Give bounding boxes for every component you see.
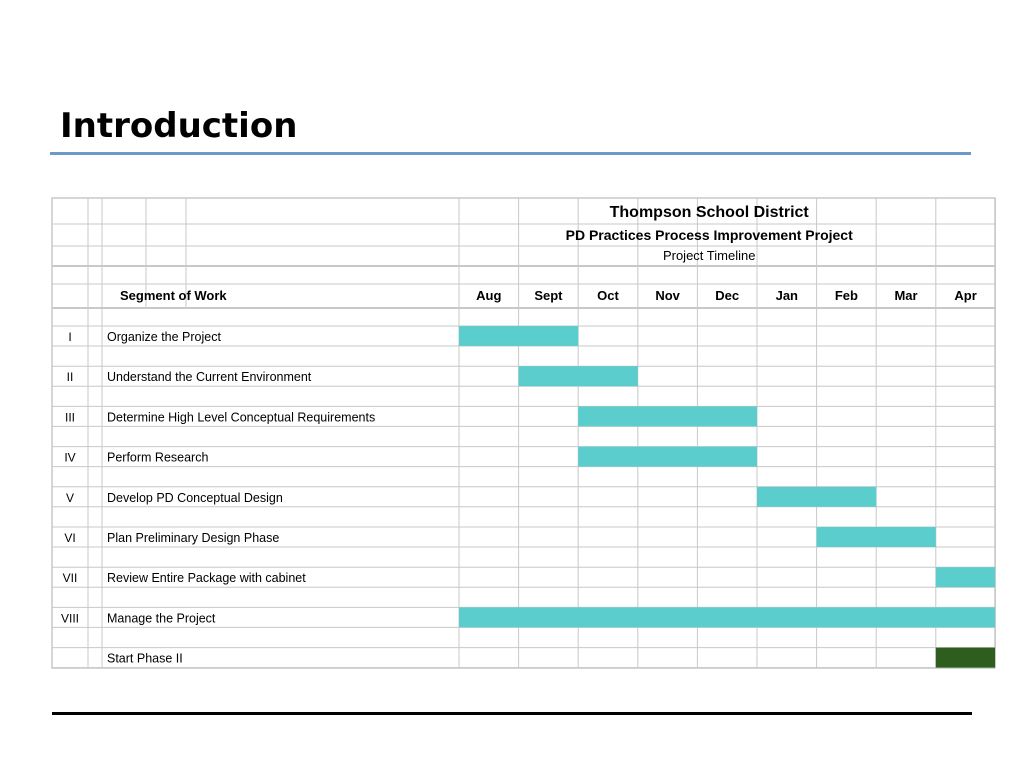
task-bar-1 [459, 326, 578, 346]
month-label-aug: Aug [476, 288, 502, 303]
gantt-border [52, 198, 995, 668]
task-name-2: Understand the Current Environment [107, 370, 312, 385]
task-id-vi: VI [64, 531, 76, 545]
task-bar-3 [578, 406, 757, 426]
task-bar-6 [817, 527, 936, 547]
task-id-iv: IV [64, 450, 76, 465]
month-label-feb: Feb [834, 288, 858, 303]
slide-title: Introduction [60, 106, 298, 146]
month-label-sept: Sept [534, 288, 563, 303]
task-name-1: Organize the Project [107, 330, 221, 344]
task-id-viii: VIII [60, 611, 80, 626]
month-label-jan: Jan [775, 288, 799, 303]
task-name-9: Start Phase II [107, 651, 183, 666]
chart-header-line-2: Project Timeline [662, 248, 756, 263]
task-id-vii: VII [62, 571, 78, 586]
task-bar-2 [519, 366, 638, 386]
chart-header-line-1: PD Practices Process Improvement Project [565, 227, 853, 243]
task-bar-4 [578, 447, 757, 467]
task-id-i: I [68, 330, 72, 344]
task-bar-8 [459, 607, 995, 627]
task-name-7: Review Entire Package with cabinet [107, 571, 306, 586]
month-label-nov: Nov [655, 288, 680, 303]
task-id-v: V [65, 490, 75, 505]
task-id-ii: II [66, 370, 74, 385]
task-bar-7 [936, 567, 995, 587]
month-label-oct: Oct [597, 288, 619, 303]
segment-of-work-header: Segment of Work [120, 288, 227, 303]
task-name-8: Manage the Project [107, 611, 216, 626]
task-bar-5 [757, 487, 876, 507]
chart-header-line-0: Thompson School District [609, 204, 809, 221]
month-label-apr: Apr [954, 288, 977, 303]
month-label-dec: Dec [715, 288, 740, 303]
milestone-bar [936, 648, 995, 668]
task-name-4: Perform Research [107, 450, 209, 465]
task-name-3: Determine High Level Conceptual Requirements [107, 410, 376, 425]
month-label-mar: Mar [894, 288, 918, 303]
task-id-iii: III [64, 410, 76, 425]
task-name-6: Plan Preliminary Design Phase [107, 531, 280, 545]
task-name-5: Develop PD Conceptual Design [107, 490, 283, 505]
footer-rule [52, 712, 972, 715]
